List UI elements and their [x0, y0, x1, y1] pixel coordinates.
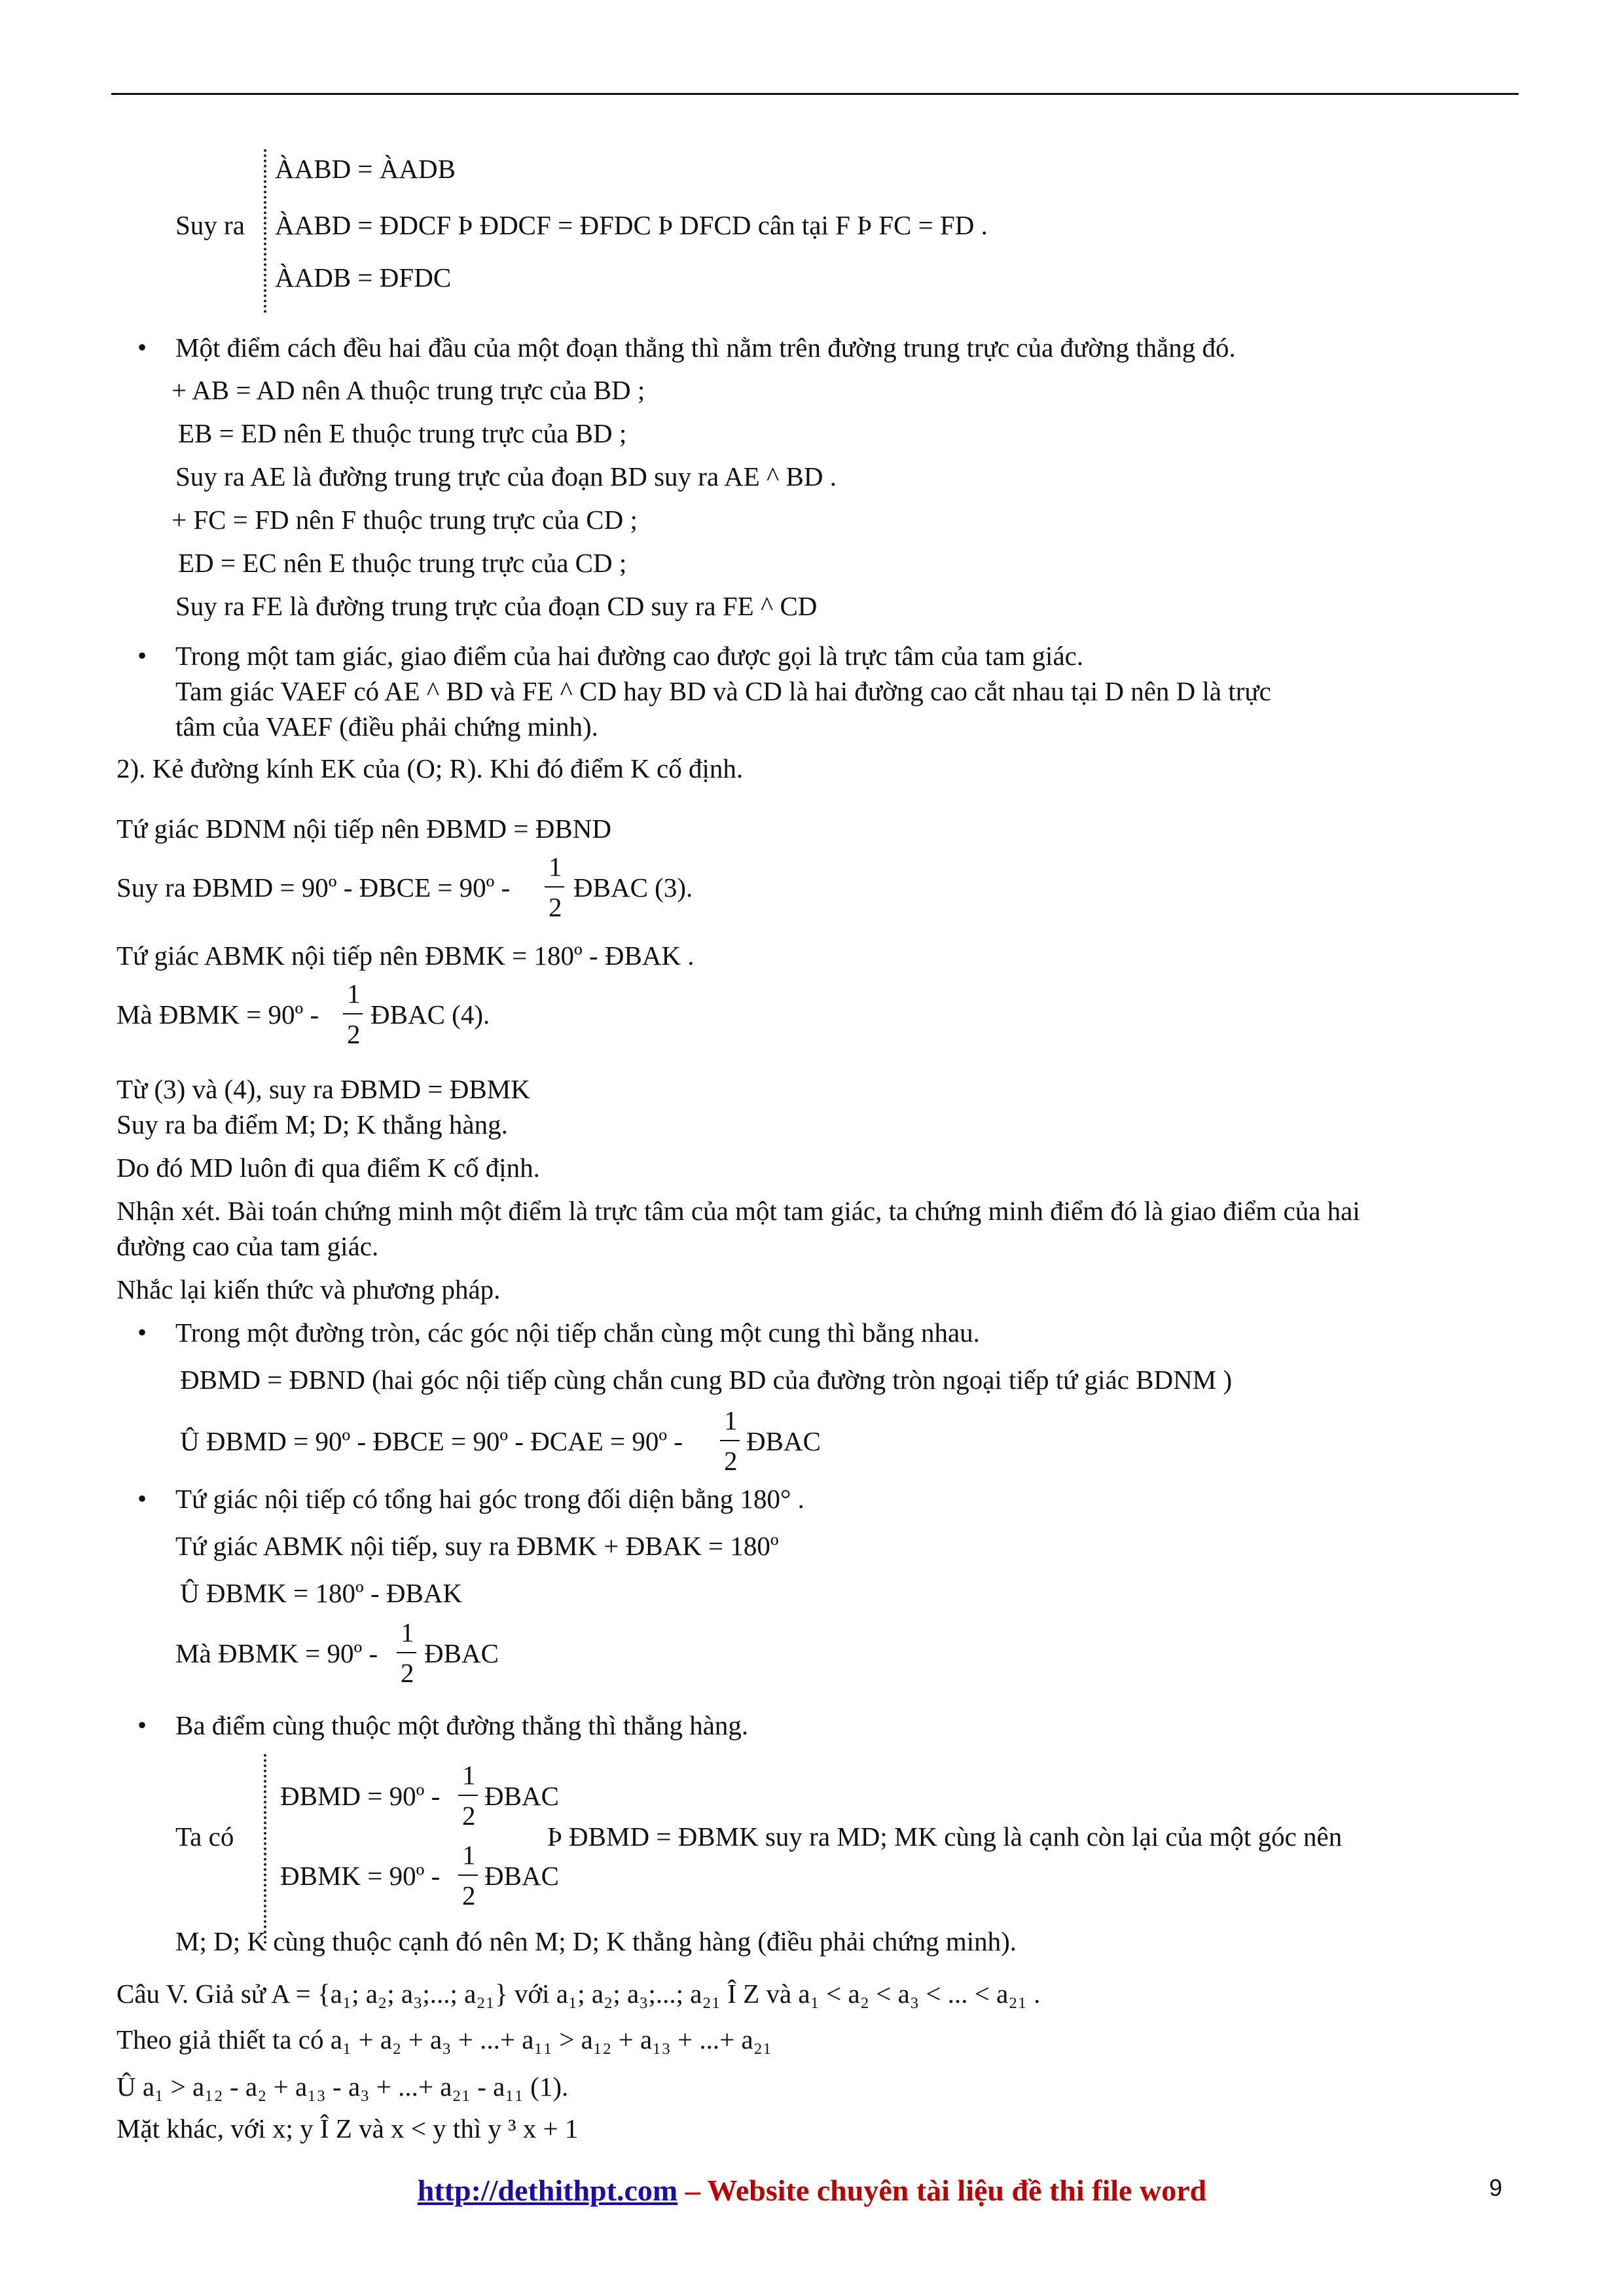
text-line: + FC = FD nên F thuộc trung trực của CD ;	[171, 505, 638, 535]
fraction-den: 2	[462, 1880, 476, 1910]
text-line: Theo giả thiết ta có a₁ + a₂ + a₃ + ...+ a₁₁ > a₁₂ + a₁₃ + ...+ a₂₁	[117, 2024, 772, 2054]
text-line: Ba điểm cùng thuộc một đường thẳng thì thẳng hàng.	[175, 1710, 749, 1740]
text-line: ÐBAC (3).	[573, 872, 693, 903]
system-brace	[264, 149, 270, 313]
fraction-bar	[720, 1440, 740, 1441]
text-line: Tứ giác nội tiếp có tổng hai góc trong đối diện bằng 180° .	[175, 1484, 804, 1514]
text-line: Mà ÐBMK = 90º -	[175, 1638, 378, 1668]
text-line: Tứ giác BDNM nội tiếp nên ÐBMD = ÐBND	[117, 814, 611, 844]
text-line: M; D; K cùng thuộc cạnh đó nên M; D; K thẳng hàng (điều phải chứng minh).	[175, 1926, 1017, 1956]
text-line: Suy ra	[175, 210, 245, 240]
text-line: ÐBAC	[484, 1861, 559, 1891]
fraction-bar	[458, 1874, 478, 1876]
system-brace	[264, 1754, 270, 1944]
text-line: Một điểm cách đều hai đầu của một đoạn thẳng thì nằm trên đường trung trực của đường thẳng đó.	[175, 332, 1236, 363]
text-line: Từ (3) và (4), suy ra ÐBMD = ÐBMK	[117, 1074, 530, 1104]
text-line: Câu V. Giả sử A = {a₁; a₂; a₃;...; a₂₁} với a₁; a₂; a₃;...; a₂₁ Î Z và a₁ < a₂ < a₃ < ... < a₂₁ .	[117, 1979, 1041, 2009]
page-number: 9	[1489, 2174, 1503, 2201]
fraction-num: 1	[462, 1840, 476, 1870]
fraction-bar	[343, 1013, 363, 1014]
text-line: Mặt khác, với x; y Î Z và x < y thì y ³ x + 1	[117, 2113, 579, 2144]
text-line: Û a₁ > a₁₂ - a₂ + a₁₃ - a₃ + ...+ a₂₁ - a₁₁ (1).	[117, 2072, 569, 2102]
text-line: Nhắc lại kiến thức và phương pháp.	[117, 1274, 501, 1304]
text-line: ÐBAC	[746, 1426, 821, 1456]
text-line: ÀABD = ÀADB	[275, 154, 456, 184]
fraction-num: 1	[347, 978, 361, 1009]
text-line: ED = EC nên E thuộc trung trực của CD ;	[178, 548, 627, 578]
text-line: Nhận xét. Bài toán chứng minh một điểm là trực tâm của một tam giác, ta chứng minh điểm đó là giao điểm của hai	[117, 1196, 1360, 1226]
bullet: •	[137, 641, 147, 670]
text-line: Tứ giác ABMK nội tiếp nên ÐBMK = 180º - ÐBAK .	[117, 941, 695, 971]
text-line: Ta có	[175, 1821, 234, 1852]
fraction-bar	[397, 1652, 416, 1653]
fraction-num: 1	[401, 1617, 414, 1647]
text-line: Û ÐBMD = 90º - ÐBCE = 90º - ÐCAE = 90º -	[180, 1426, 683, 1456]
footer-tagline: – Website chuyên tài liệu đề thi file word	[677, 2174, 1207, 2207]
text-line: Do đó MD luôn đi qua điểm K cố định.	[117, 1153, 540, 1183]
fraction-bar	[458, 1795, 478, 1796]
text-line: đường cao của tam giác.	[117, 1231, 379, 1261]
fraction-num: 1	[549, 852, 562, 882]
fraction-den: 2	[724, 1446, 738, 1476]
text-line: ÀADB = ÐFDC	[275, 262, 452, 293]
text-line: ÐBMD = ÐBND (hai góc nội tiếp cùng chắn cung BD của đường tròn ngoại tiếp tứ giác BDNM )	[180, 1365, 1233, 1395]
text-line: ÐBAC (4).	[370, 999, 490, 1030]
text-line: ÀABD = ÐDCF Þ ÐDCF = ÐFDC Þ DFCD cân tại F Þ FC = FD .	[275, 210, 988, 240]
bullet: •	[137, 332, 147, 362]
text-line: ÐBAC	[424, 1638, 499, 1668]
text-line: Suy ra ÐBMD = 90º - ÐBCE = 90º -	[117, 872, 511, 903]
fraction-den: 2	[347, 1019, 361, 1049]
bullet: •	[137, 1484, 147, 1513]
text-line: ÐBMK = 90º -	[280, 1861, 441, 1891]
bullet: •	[137, 1318, 147, 1347]
footer-link	[0, 2173, 1624, 2208]
text-line: 2). Kẻ đường kính EK của (O; R). Khi đó điểm K cố định.	[117, 753, 744, 783]
text-line: Trong một tam giác, giao điểm của hai đường cao được gọi là trực tâm của tam giác.	[175, 641, 1084, 671]
text-line: Û ÐBMK = 180º - ÐBAK	[180, 1578, 463, 1608]
bullet: •	[137, 1710, 147, 1740]
text-line: Suy ra FE là đường trung trực của đoạn CD suy ra FE ^ CD	[175, 591, 818, 621]
text-line: ÐBAC	[484, 1781, 559, 1811]
fraction-den: 2	[549, 892, 562, 922]
text-line: ÐBMD = 90º -	[280, 1781, 441, 1811]
fraction-bar	[545, 886, 564, 888]
text-line: + AB = AD nên A thuộc trung trực của BD ;	[171, 375, 645, 405]
website-link[interactable]: http://dethithpt.com	[417, 2174, 678, 2207]
text-line: Þ ÐBMD = ÐBMK suy ra MD; MK cùng là cạnh còn lại của một góc nên	[547, 1821, 1343, 1852]
text-line: Tam giác VAEF có AE ^ BD và FE ^ CD hay BD và CD là hai đường cao cắt nhau tại D nên D là trực	[175, 676, 1271, 706]
fraction-den: 2	[462, 1801, 476, 1831]
fraction-num: 1	[462, 1760, 476, 1790]
text-line: EB = ED nên E thuộc trung trực của BD ;	[178, 418, 627, 448]
text-line: tâm của VAEF (điều phải chứng minh).	[175, 711, 598, 742]
text-line: Suy ra AE là đường trung trực của đoạn BD suy ra AE ^ BD .	[175, 461, 837, 492]
fraction-num: 1	[724, 1405, 738, 1435]
text-line: Tứ giác ABMK nội tiếp, suy ra ÐBMK + ÐBAK = 180º	[175, 1531, 779, 1561]
fraction-den: 2	[401, 1658, 414, 1688]
text-line: Suy ra ba điểm M; D; K thẳng hàng.	[117, 1109, 508, 1139]
text-line: Trong một đường tròn, các góc nội tiếp chắn cùng một cung thì bằng nhau.	[175, 1318, 980, 1348]
text-line: Mà ÐBMK = 90º -	[117, 999, 319, 1030]
